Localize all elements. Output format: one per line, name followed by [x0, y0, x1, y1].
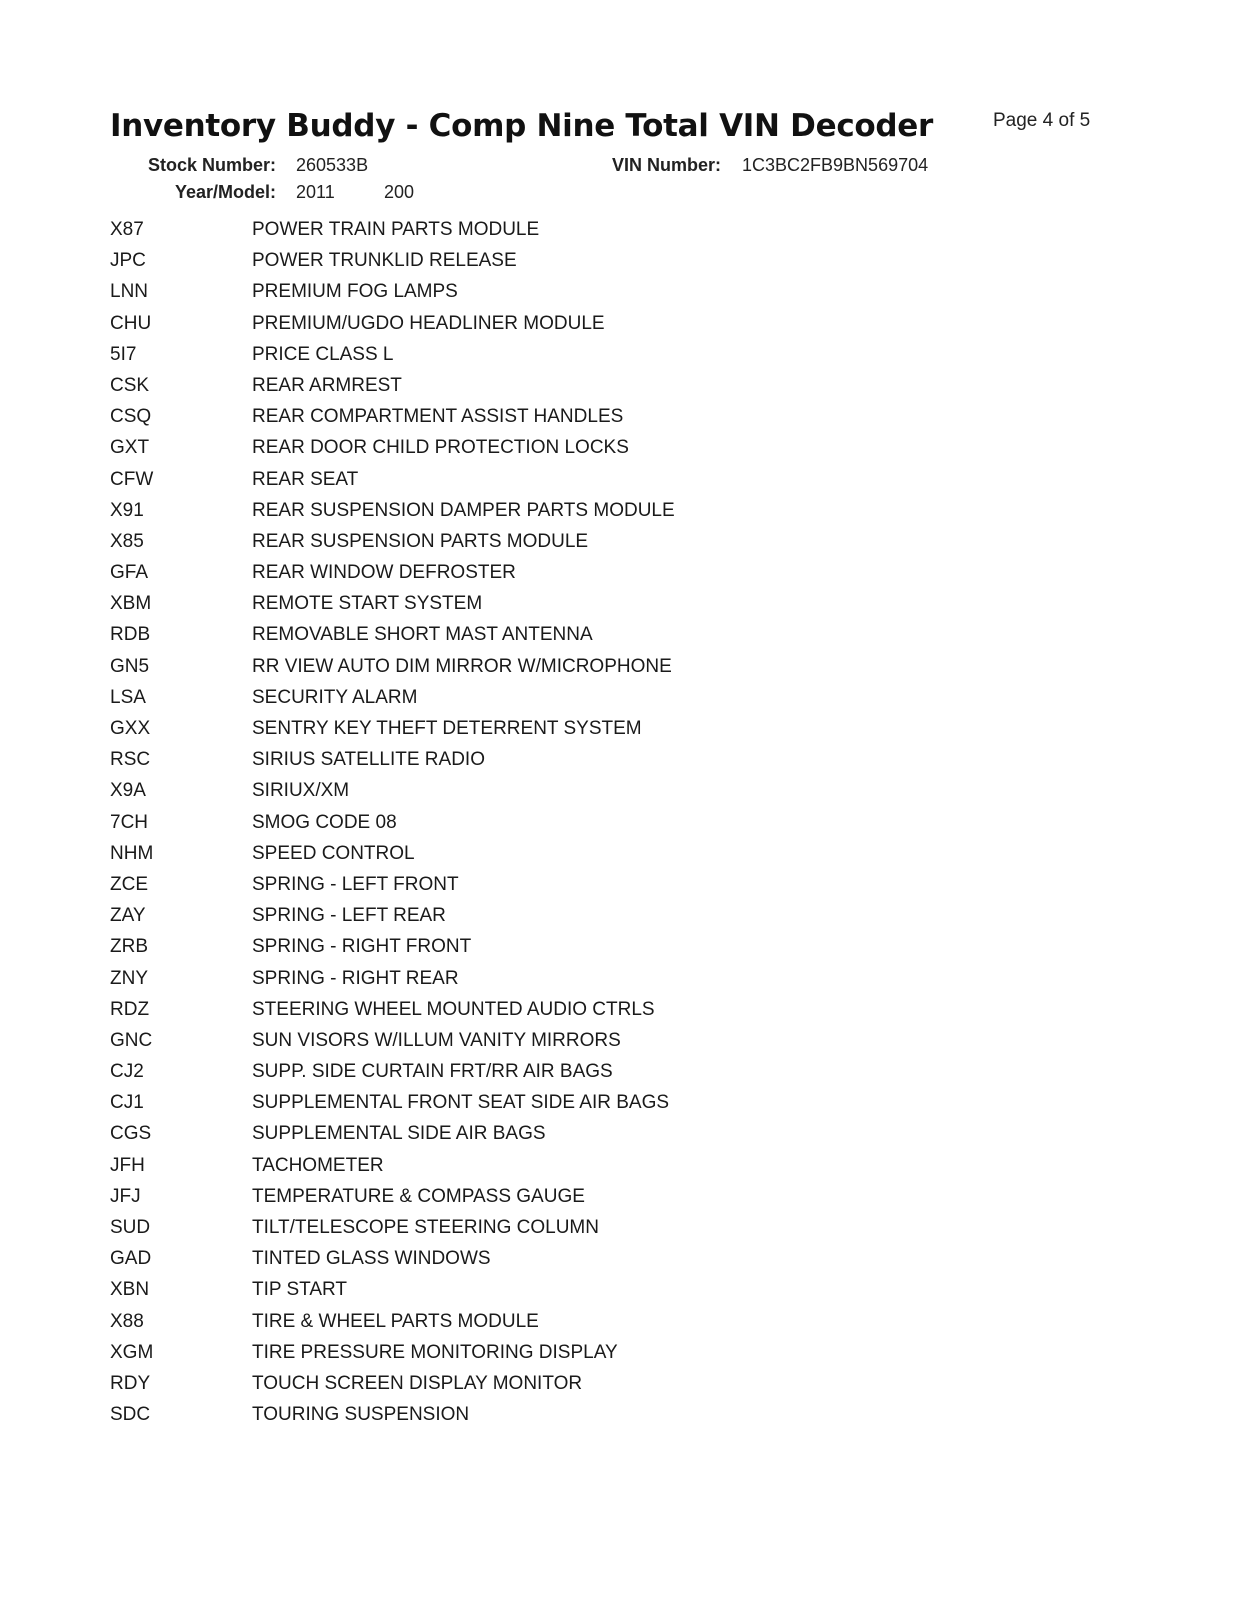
- option-code: GXX: [110, 718, 151, 739]
- option-row: [110, 464, 675, 495]
- option-row: [110, 370, 675, 401]
- option-description: SPEED CONTROL: [252, 842, 415, 864]
- option-description: TIRE & WHEEL PARTS MODULE: [252, 1310, 539, 1332]
- option-code: ZNY: [110, 967, 148, 989]
- option-code: XBN: [110, 1279, 150, 1301]
- option-row: [110, 1150, 675, 1181]
- option-code: CGS: [110, 1123, 152, 1145]
- option-code: ZRB: [110, 936, 148, 958]
- option-row: [110, 713, 675, 744]
- year-value: 2011: [296, 182, 335, 202]
- option-description: REAR SUSPENSION DAMPER PARTS MODULE: [252, 499, 675, 521]
- stock-number-label: Stock Number:: [148, 155, 277, 175]
- option-row: [110, 931, 675, 962]
- option-description: REAR COMPARTMENT ASSIST HANDLES: [252, 406, 624, 428]
- option-description: TIRE PRESSURE MONITORING DISPLAY: [252, 1341, 618, 1363]
- option-row: [110, 1243, 675, 1274]
- option-row: [110, 744, 675, 775]
- option-row: [110, 1306, 675, 1337]
- option-code: JPC: [110, 250, 146, 272]
- option-code: X91: [110, 499, 144, 521]
- option-code: CHU: [110, 312, 152, 334]
- option-code: SUD: [110, 1217, 151, 1238]
- option-row: [110, 619, 675, 650]
- option-code-list: [110, 214, 675, 1430]
- option-description: REAR DOOR CHILD PROTECTION LOCKS: [252, 437, 629, 459]
- option-description: PREMIUM/UGDO HEADLINER MODULE: [252, 312, 605, 334]
- option-row: [110, 1274, 675, 1305]
- option-description: SUN VISORS W/ILLUM VANITY MIRRORS: [252, 1029, 621, 1051]
- option-description: SUPPLEMENTAL SIDE AIR BAGS: [252, 1123, 546, 1145]
- option-code: RDY: [110, 1372, 151, 1394]
- option-row: [110, 308, 675, 339]
- option-row: [110, 963, 675, 994]
- report-title: Inventory Buddy - Comp Nine Total VIN Decoder: [110, 108, 934, 144]
- option-row: [110, 1118, 675, 1149]
- option-code: X87: [110, 219, 144, 240]
- option-row: [110, 432, 675, 463]
- option-row: [110, 869, 675, 900]
- option-row: [110, 682, 675, 713]
- option-code: CJ2: [110, 1061, 144, 1083]
- option-description: RR VIEW AUTO DIM MIRROR W/MICROPHONE: [252, 655, 672, 677]
- option-description: TEMPERATURE & COMPASS GAUGE: [252, 1185, 585, 1207]
- option-description: REAR SEAT: [252, 468, 359, 490]
- option-code: JFJ: [110, 1185, 141, 1207]
- option-row: [110, 245, 675, 276]
- option-description: SPRING - LEFT FRONT: [252, 873, 459, 895]
- option-description: TILT/TELESCOPE STEERING COLUMN: [252, 1217, 599, 1238]
- option-description: SENTRY KEY THEFT DETERRENT SYSTEM: [252, 718, 642, 739]
- option-code: 5I7: [110, 343, 137, 365]
- option-row: [110, 214, 675, 245]
- option-code: RSC: [110, 749, 151, 771]
- option-row: [110, 588, 675, 619]
- option-row: [110, 1399, 675, 1430]
- option-row: [110, 1368, 675, 1399]
- option-description: SECURITY ALARM: [252, 686, 418, 708]
- option-description: REAR ARMREST: [252, 374, 402, 396]
- option-description: REMOTE START SYSTEM: [252, 593, 483, 615]
- option-code: X9A: [110, 780, 146, 802]
- option-row: [110, 994, 675, 1025]
- option-description: STEERING WHEEL MOUNTED AUDIO CTRLS: [252, 998, 655, 1020]
- option-description: REAR WINDOW DEFROSTER: [252, 562, 516, 584]
- year-model-label: Year/Model:: [175, 182, 277, 202]
- model-value: 200: [384, 182, 415, 202]
- option-description: POWER TRAIN PARTS MODULE: [252, 219, 540, 240]
- option-code: RDZ: [110, 998, 150, 1020]
- option-description: REMOVABLE SHORT MAST ANTENNA: [252, 624, 593, 646]
- option-description: TINTED GLASS WINDOWS: [252, 1248, 491, 1270]
- option-code: CSK: [110, 374, 150, 396]
- option-description: SUPPLEMENTAL FRONT SEAT SIDE AIR BAGS: [252, 1092, 670, 1114]
- option-code: RDB: [110, 624, 151, 646]
- option-description: SUPP. SIDE CURTAIN FRT/RR AIR BAGS: [252, 1061, 613, 1083]
- option-row: [110, 495, 675, 526]
- option-code: LNN: [110, 281, 149, 303]
- option-description: REAR SUSPENSION PARTS MODULE: [252, 530, 589, 552]
- option-row: [110, 401, 675, 432]
- option-description: TOUCH SCREEN DISPLAY MONITOR: [252, 1372, 583, 1394]
- option-code: LSA: [110, 686, 146, 708]
- option-code: GN5: [110, 655, 150, 677]
- option-row: [110, 526, 675, 557]
- option-description: POWER TRUNKLID RELEASE: [252, 250, 517, 272]
- option-description: SMOG CODE 08: [252, 811, 397, 833]
- vin-label: VIN Number:: [612, 155, 722, 175]
- option-code: X88: [110, 1310, 144, 1332]
- option-description: TOURING SUSPENSION: [252, 1404, 470, 1426]
- stock-number-value: 260533B: [296, 155, 369, 175]
- option-description: TIP START: [252, 1279, 348, 1301]
- option-code: CFW: [110, 468, 154, 490]
- option-row: [110, 1056, 675, 1087]
- option-code: XGM: [110, 1341, 154, 1363]
- option-row: [110, 1087, 675, 1118]
- option-description: SPRING - RIGHT REAR: [252, 967, 459, 989]
- option-code: CSQ: [110, 406, 152, 428]
- option-row: [110, 900, 675, 931]
- option-description: SIRIUS SATELLITE RADIO: [252, 749, 485, 771]
- page-indicator: Page 4 of 5: [993, 110, 1091, 131]
- option-description: SPRING - RIGHT FRONT: [252, 936, 472, 958]
- option-code: GFA: [110, 562, 149, 584]
- option-row: [110, 1025, 675, 1056]
- option-row: [110, 651, 675, 682]
- option-row: [110, 276, 675, 307]
- option-code: X85: [110, 530, 144, 552]
- option-code: ZAY: [110, 905, 146, 927]
- option-row: [110, 1337, 675, 1368]
- option-row: [110, 1212, 675, 1243]
- option-code: XBM: [110, 593, 152, 615]
- option-description: PREMIUM FOG LAMPS: [252, 281, 458, 303]
- vin-value: 1C3BC2FB9BN569704: [742, 155, 929, 175]
- option-code: JFH: [110, 1154, 145, 1176]
- option-code: CJ1: [110, 1092, 144, 1114]
- option-code: GNC: [110, 1029, 153, 1051]
- option-row: [110, 339, 675, 370]
- option-description: SPRING - LEFT REAR: [252, 905, 446, 927]
- option-code: GAD: [110, 1248, 152, 1270]
- option-row: [110, 838, 675, 869]
- option-code: 7CH: [110, 811, 149, 833]
- option-code: SDC: [110, 1404, 151, 1426]
- option-code: GXT: [110, 437, 150, 459]
- option-row: [110, 1181, 675, 1212]
- option-row: [110, 775, 675, 806]
- option-row: [110, 807, 675, 838]
- option-row: [110, 557, 675, 588]
- option-description: PRICE CLASS L: [252, 343, 394, 365]
- option-description: TACHOMETER: [252, 1154, 384, 1176]
- option-description: SIRIUX/XM: [252, 780, 350, 802]
- option-code: NHM: [110, 842, 154, 864]
- option-code: ZCE: [110, 873, 148, 895]
